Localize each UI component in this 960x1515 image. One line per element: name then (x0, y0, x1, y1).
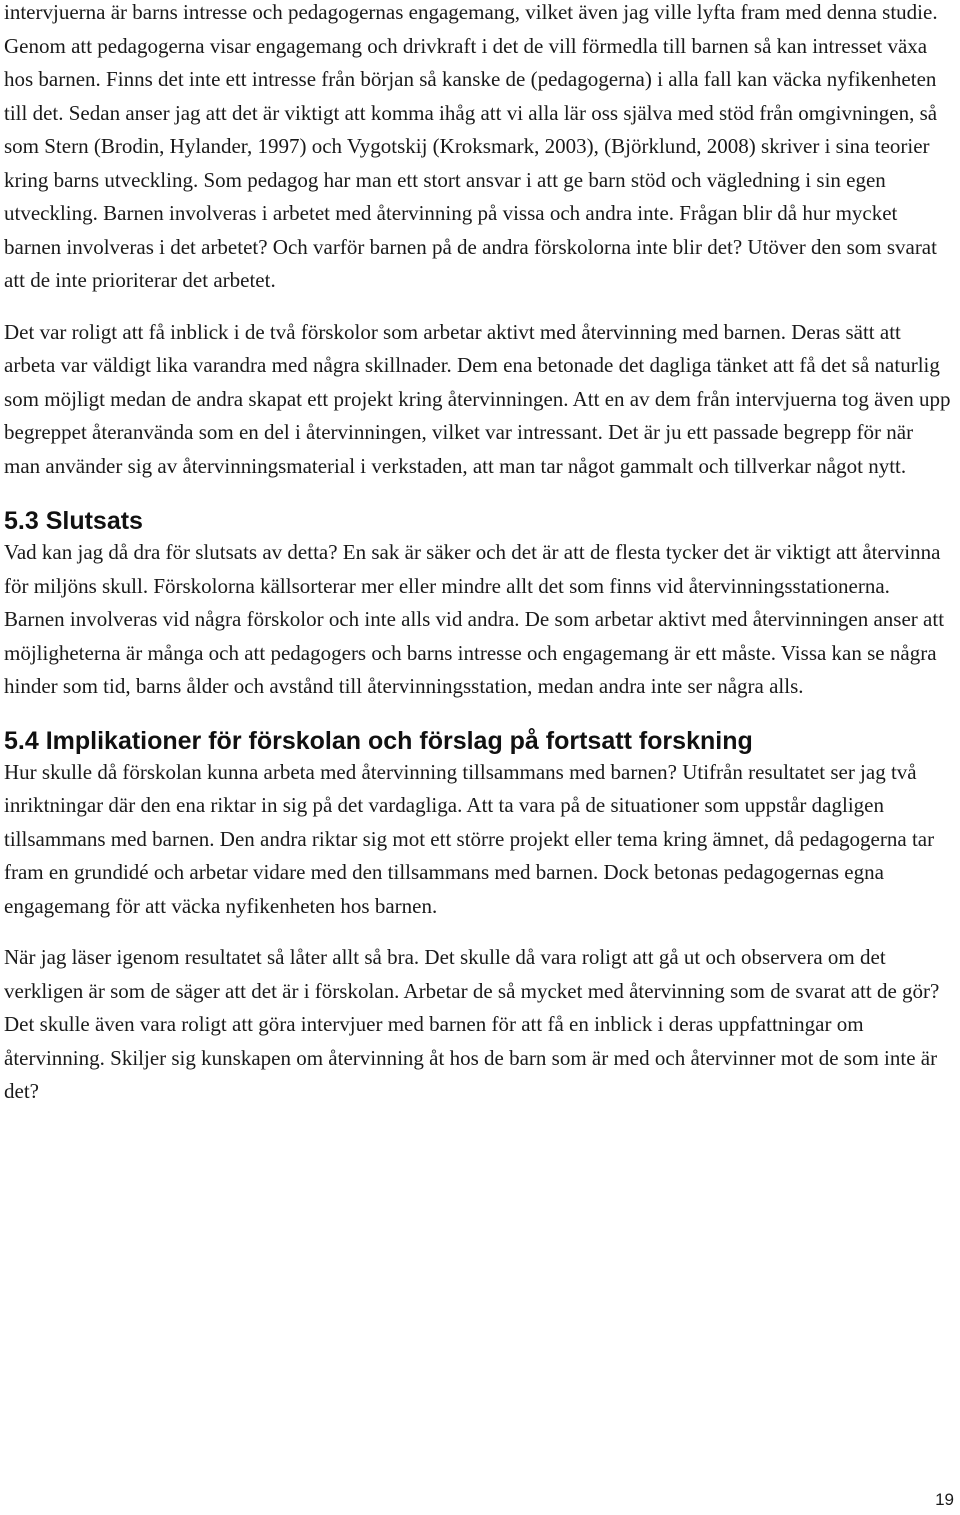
page-number: 19 (935, 1490, 954, 1509)
body-paragraph: När jag läser igenom resultatet så låter allt så bra. Det skulle då vara roligt att gå ut och observera om det verkligen är som de säger att det är i förskolan. Arbetar de så mycket med återvinning som de svarat att de gör? Det skulle även vara roligt att göra intervjuer med barnen för att få en inblick i deras uppfattningar om återvinning. Skiljer sig kunskapen om återvinning åt hos de barn som är med och återvinner mot de som inte är det? (4, 945, 940, 1103)
section-heading: 5.3 Slutsats (4, 507, 143, 535)
document-page (4, 0, 952, 1109)
body-paragraph: Hur skulle då förskolan kunna arbeta med återvinning tillsammans med barnen? Utifrån resultatet ser jag två inriktningar där den ena riktar in sig på det vardagliga. Att ta vara på de situationer som uppstår dagligen tillsammans med barnen. Den andra riktar sig mot ett större projekt eller tema kring ämnet, då pedagogerna tar fram en grundidé och arbetar vidare med den tillsammans med barnen. Dock betonas pedagogernas egna engagemang för att väcka nyfikenheten hos barnen. (4, 759, 935, 918)
section-heading: 5.4 Implikationer för förskolan och förslag på fortsatt forskning (4, 726, 753, 755)
body-paragraph: intervjuerna är barns intresse och pedagogernas engagemang, vilket även jag ville lyfta fram med denna studie. Genom att pedagogerna visar engagemang och drivkraft i det de vill förmedla till barnen så kan intresset växa hos barnen. Finns det inte ett intresse från början så kanske de (pedagogerna) i alla fall kan väcka nyfikenheten till det. Sedan anser jag att det är viktigt att komma ihåg att vi alla lär oss själva med stöd från omgivningen, så som Stern (Brodin, Hylander, 1997) och Vygotskij (Kroksmark, 2003), (Björklund, 2008) skriver i sina teorier kring barns utveckling. Som pedagog har man ett stort ansvar i att ge barn stöd och vägledning i sin egen utveckling. Barnen involveras i arbetet med återvinning på vissa och andra inte. Frågan blir då hur mycket barnen involveras i det arbetet? Och varför barnen på de andra förskolorna inte blir det? Utöver den som svarat att de inte prioriterar det arbetet. (4, 0, 938, 292)
body-paragraph: Det var roligt att få inblick i de två förskolor som arbetar aktivt med återvinning med barnen. Deras sätt att arbeta var väldigt lika varandra med några skillnader. Dem ena betonade det dagliga tänket att få det så naturlig som möjligt medan de andra skapat ett projekt kring återvinningen. Att en av dem från intervjuerna tog även upp begreppet återanvända som en del i återvinningen, vilket var intressant. Det är ju ett passade begrepp för när man använder sig av återvinningsmaterial i verkstaden, att man tar något gammalt och tillverkar något nytt. (4, 319, 951, 478)
body-paragraph: Vad kan jag då dra för slutsats av detta? En sak är säker och det är att de flesta tycker det är viktigt att återvinna för miljöns skull. Förskolorna källsorterar mer eller mindre allt det som finns vid återvinningsstationerna. Barnen involveras vid några förskolor och inte alls vid andra. De som arbetar aktivt med återvinningen anser att möjligheterna är många och att pedagogers och barns intresse och engagemang är ett måste. Vissa kan se några hinder som tid, barns ålder och avstånd till återvinningsstation, medan andra inte ser några alls. (4, 540, 945, 698)
